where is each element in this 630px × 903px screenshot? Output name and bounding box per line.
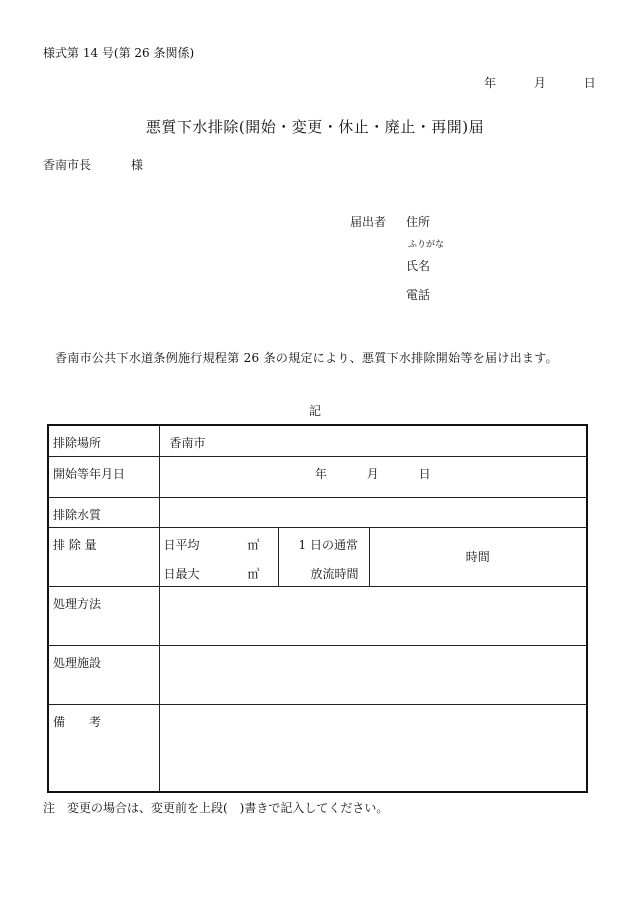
facility-label: 処理施設	[48, 645, 159, 704]
daily-average-unit: ㎥	[247, 537, 260, 552]
row-start-date	[48, 456, 587, 497]
applicant-label: 届出者	[350, 215, 387, 229]
start-date-label: 開始等年月日	[48, 456, 159, 497]
normal-discharge-label	[278, 527, 369, 586]
row-quality	[48, 497, 587, 527]
submission-date	[484, 74, 596, 91]
phone-label: 電話	[406, 288, 431, 302]
normal-daily-line2: 放流時間	[310, 566, 359, 581]
row-facility	[48, 645, 587, 704]
method-label: 処理方法	[48, 586, 159, 645]
volume-values[interactable]	[159, 527, 278, 586]
daily-average-label: 日平均	[163, 537, 200, 552]
date-year: 年	[484, 76, 497, 90]
date-day: 日	[583, 76, 596, 90]
remarks-value[interactable]	[159, 704, 587, 792]
body-text: 香南市公共下水道条例施行規程第 26 条の規定により、悪質下水排除開始等を届け出ます。	[55, 351, 558, 365]
remarks-label: 備 考	[48, 704, 159, 792]
method-value[interactable]	[159, 586, 587, 645]
row-volume	[48, 527, 587, 586]
daily-max-label: 日最大	[163, 566, 200, 581]
document-title: 悪質下水排除(開始・変更・休止・廃止・再開)届	[145, 118, 485, 136]
row-method	[48, 586, 587, 645]
discharge-hours[interactable]	[369, 527, 587, 586]
mayor-label: 香南市長	[43, 158, 92, 172]
date-month: 月	[533, 76, 546, 90]
form-number: 様式第 14 号(第 26 条関係)	[43, 46, 195, 60]
normal-daily-line1: 1 日の通常	[298, 537, 358, 552]
start-year: 年	[314, 466, 327, 481]
addressee	[43, 156, 143, 173]
daily-max-unit: ㎥	[247, 566, 260, 581]
start-month: 月	[366, 466, 379, 481]
quality-label: 排除水質	[48, 497, 159, 527]
honorific: 様	[131, 158, 144, 172]
furigana-label: ふりがな	[408, 240, 445, 250]
quality-value[interactable]	[159, 497, 587, 527]
start-day: 日	[418, 466, 431, 481]
row-location	[48, 425, 587, 456]
name-label: 氏名	[406, 259, 431, 273]
address-label: 住所	[406, 215, 431, 229]
footnote: 注 変更の場合は、変更前を上段( )書きで記入してください。	[43, 801, 389, 815]
location-value[interactable]: 香南市	[159, 425, 587, 456]
hours-label: 時間	[465, 550, 490, 564]
row-remarks	[48, 704, 587, 792]
location-label: 排除場所	[48, 425, 159, 456]
start-date-value[interactable]	[159, 456, 587, 497]
facility-value[interactable]	[159, 645, 587, 704]
form-table	[47, 424, 588, 793]
record-label: 記	[308, 404, 321, 418]
volume-label: 排 除 量	[48, 527, 159, 586]
